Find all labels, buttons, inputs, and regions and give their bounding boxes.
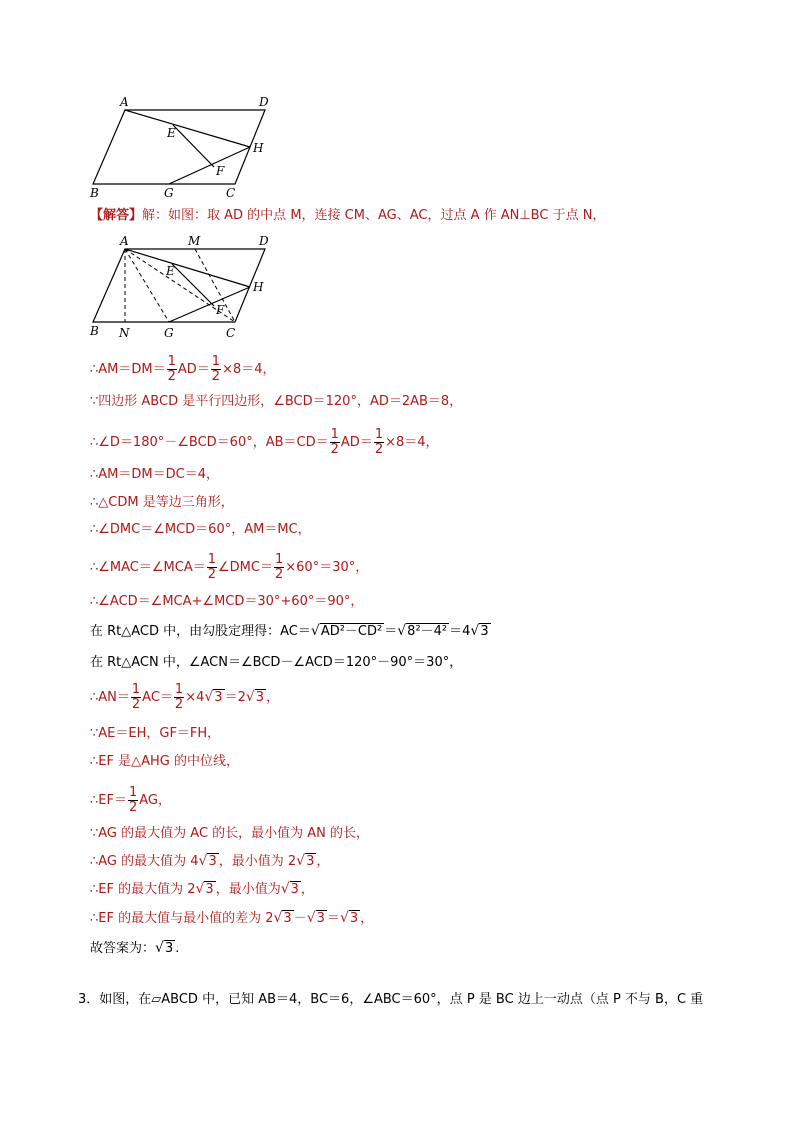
final-answer: 故答案为：√3 .	[90, 940, 180, 956]
figure-parallelogram-2	[0, 0, 794, 345]
label-d: D	[259, 95, 269, 109]
step-14: ∴EF＝ $\frac{1}{2}$ AG，	[90, 785, 171, 815]
svg-text:N: N	[119, 326, 130, 340]
step-16: ∴AG 的最大值为 4√3 ，最小值为 2√3 ，	[90, 853, 330, 869]
step-2: ∵四边形 ABCD 是平行四边形，∠BCD＝120°，AD＝2AB＝8，	[90, 394, 463, 409]
label-f: F	[216, 164, 225, 178]
step-10: 在 Rt△ACN 中，∠ACN＝∠BCD－∠ACD＝120°－90°＝30°，	[90, 655, 463, 670]
step-3: ∴∠D＝180°－∠BCD＝60°，AB＝CD＝ $\frac{1}{2}$ AD＝ $\frac{1}{2}$ ×8＝4，	[90, 427, 439, 457]
svg-text:B: B	[90, 324, 99, 338]
label-e: E	[167, 126, 176, 140]
label-g: G	[164, 186, 174, 200]
step-8: ∴∠ACD＝∠MCA+∠MCD＝30°+60°＝90°，	[90, 594, 364, 609]
segment-cm	[195, 249, 235, 322]
step-5: ∴△CDM 是等边三角形，	[90, 495, 234, 510]
answer-tag: 【解答】	[90, 208, 143, 223]
label-b: B	[90, 186, 99, 200]
step-7: ∴∠MAC＝∠MCA＝ $\frac{1}{2}$ ∠DMC＝ $\frac{1}{2}$ ×60°＝30°，	[90, 552, 369, 582]
label-c: C	[226, 186, 236, 200]
step-13: ∴EF 是△AHG 的中位线，	[90, 754, 239, 769]
parallelogram-abcd-2	[93, 249, 265, 322]
step-17: ∴EF 的最大值为 2√3 ，最小值为√3 ，	[90, 881, 314, 897]
svg-text:H: H	[253, 280, 264, 294]
svg-text:G: G	[164, 326, 174, 340]
step-4: ∴AM＝DM＝DC＝4，	[90, 467, 219, 482]
svg-text:F: F	[216, 303, 225, 317]
svg-text:C: C	[226, 326, 236, 340]
step-15: ∵AG 的最大值为 AC 的长，最小值为 AN 的长，	[90, 826, 370, 841]
label-h: H	[253, 141, 264, 155]
svg-text:M: M	[188, 234, 201, 248]
solution-intro: 【解答】解：如图：取 AD 的中点 M，连接 CM、AG、AC，过点 A 作 AN⊥BC 于点 N，	[90, 208, 606, 223]
step-11: ∴AN＝ $\frac{1}{2}$ AC＝ $\frac{1}{2}$ ×4√3 ＝2√3 ，	[90, 682, 280, 712]
svg-text:A: A	[120, 234, 129, 248]
svg-text:E: E	[166, 264, 175, 278]
step-1: ∴AM＝DM＝ $\frac{1}{2}$ AD＝ $\frac{1}{2}$ ×8＝4，	[90, 354, 276, 384]
problem-3-text: 3．如图，在▱ABCD 中，已知 AB＝4，BC＝6，∠ABC＝60°，点 P 是 BC 边上一动点（点 P 不与 B，C 重	[78, 992, 704, 1007]
svg-text:D: D	[259, 234, 269, 248]
label-a: A	[120, 95, 129, 109]
step-6: ∴∠DMC＝∠MCD＝60°，AM＝MC，	[90, 522, 311, 537]
step-9: 在 Rt△ACD 中，由勾股定理得：AC＝√AD²－CD² ＝√8²－4² ＝4√3	[90, 623, 489, 639]
step-12: ∵AE＝EH，GF＝FH，	[90, 726, 221, 741]
step-18: ∴EF 的最大值与最小值的差为 2√3 －√3 ＝√3 ，	[90, 910, 374, 926]
